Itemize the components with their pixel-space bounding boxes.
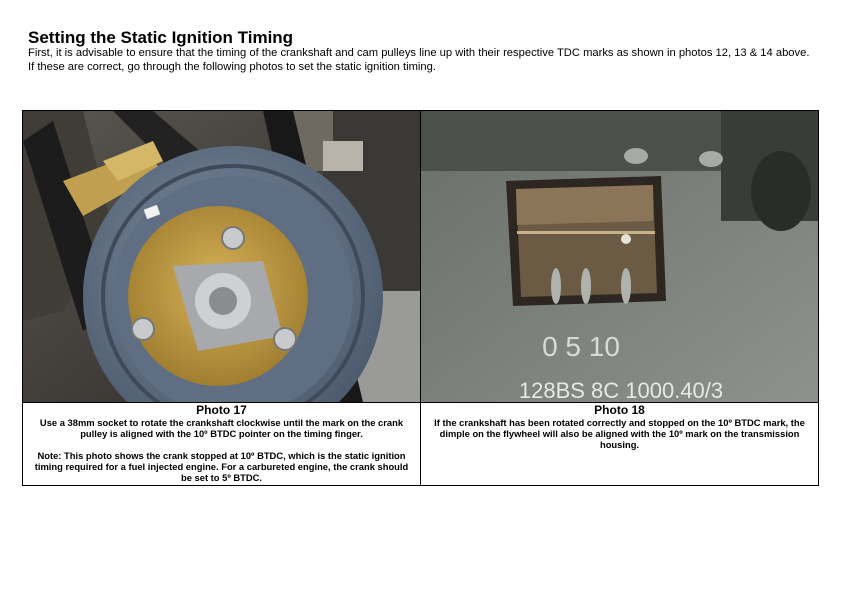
casting-number: 128BS 8C 1000.40/3 xyxy=(518,378,724,402)
housing-degree-marks: 0 5 10 xyxy=(542,331,620,362)
photo-18-description: If the crankshaft has been rotated correctly and stopped on the 10º BTDC mark, the dimple on the flywheel will also be aligned with the 10º mark on the transmission housing. xyxy=(434,417,805,450)
page-title: Setting the Static Ignition Timing xyxy=(28,28,294,47)
photo-table xyxy=(22,110,819,486)
photo-18-cell xyxy=(421,111,819,403)
photo-17-description: Use a 38mm socket to rotate the crankshaft clockwise until the mark on the crank pulley is aligned with the 10º BTDC pointer on the timing finger. xyxy=(39,417,404,439)
photo-17-cell xyxy=(23,111,421,403)
crank-pulley-photo xyxy=(23,111,420,402)
flywheel-marks-photo xyxy=(421,111,818,402)
photo-18-image xyxy=(421,111,818,402)
photo-17-image xyxy=(23,111,420,402)
intro-paragraph: First, it is advisable to ensure that the timing of the crankshaft and cam pulleys line up with their respective TDC marks as shown in photos 12, 13 & 14 above. If these are correct, go through the following photos to set the static ignition timing. xyxy=(28,47,810,73)
photo-18-label: Photo 18 xyxy=(594,403,645,417)
photo-17-caption xyxy=(23,403,421,486)
photo-18-caption xyxy=(421,403,819,486)
photo-17-label: Photo 17 xyxy=(196,403,247,417)
photo-17-note: Note: This photo shows the crank stopped at 10º BTDC, which is the static ignition timing required for a fuel injected engine. For a carbureted engine, the crank should be set to 5º BTDC. xyxy=(34,450,409,483)
